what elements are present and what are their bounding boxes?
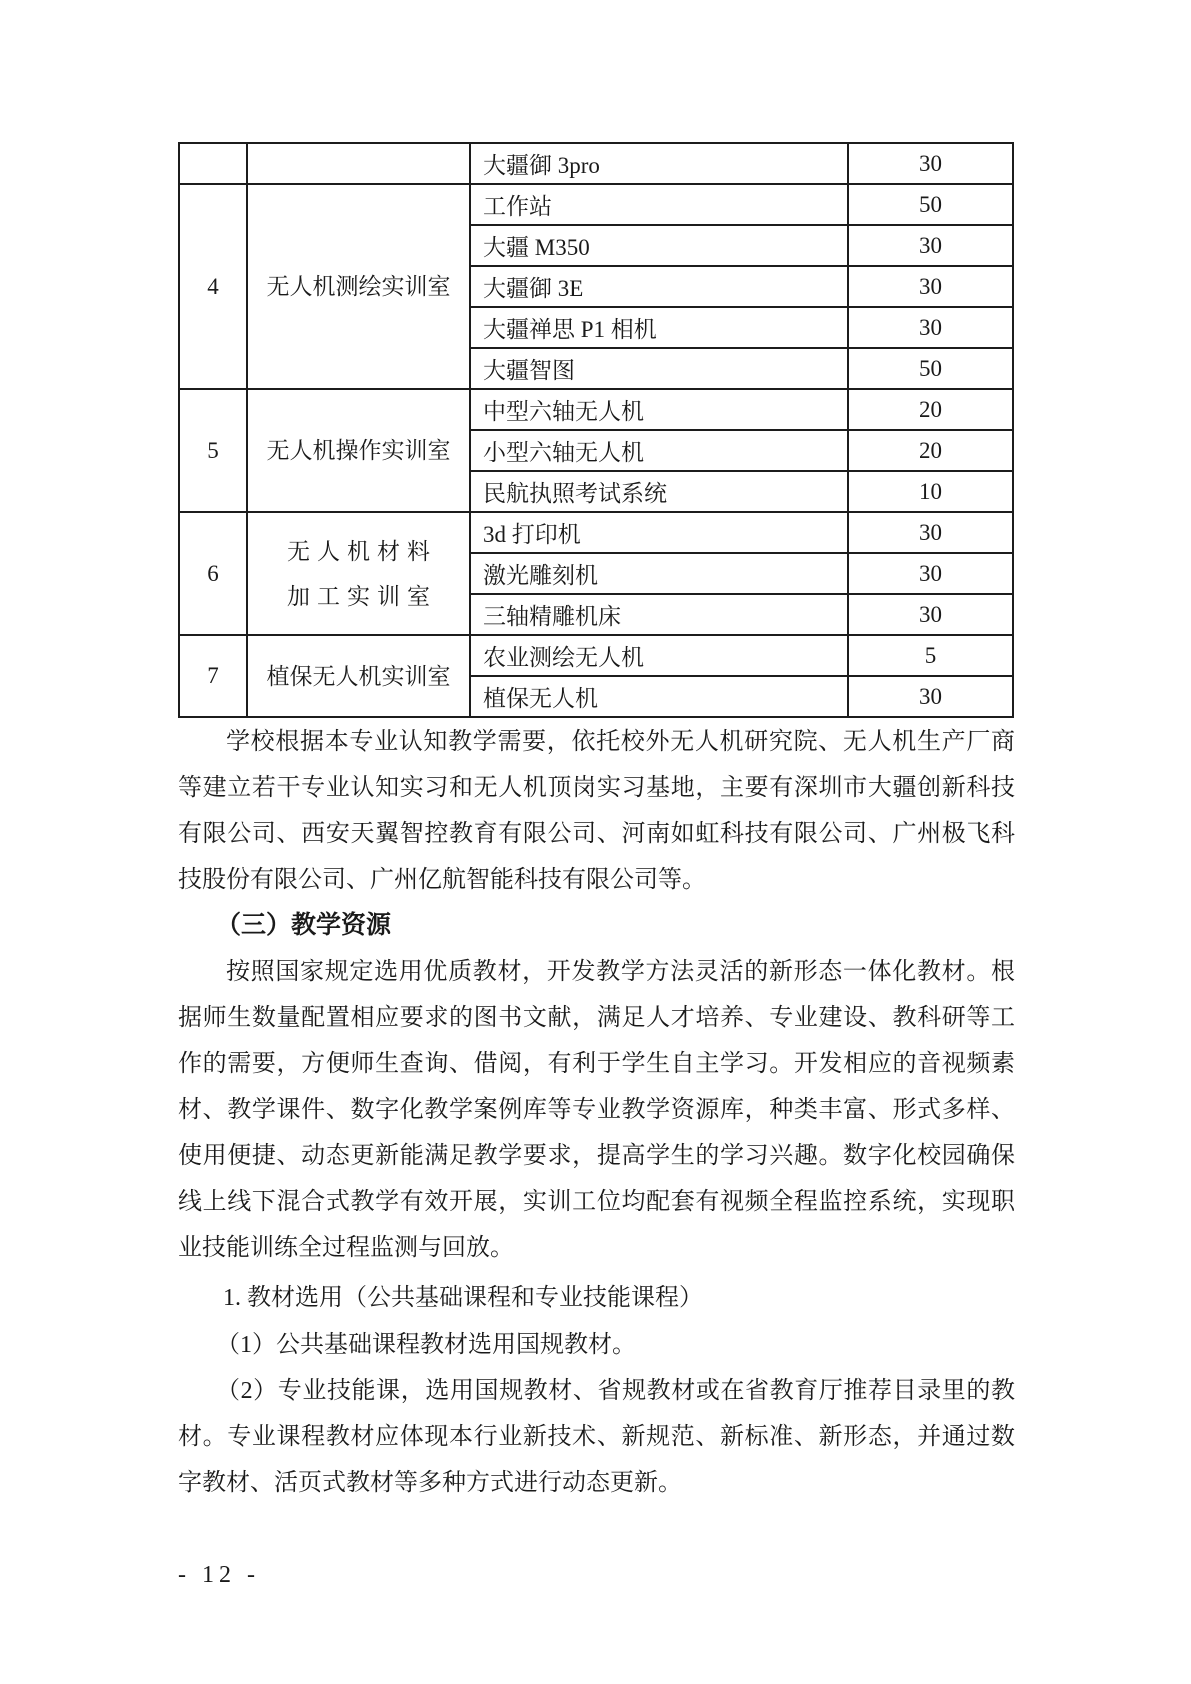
document-body [178, 719, 1015, 1506]
quantity-cell: 50 [848, 348, 1013, 389]
quantity-cell: 30 [848, 676, 1013, 717]
equipment-name-cell: 大疆禅思 P1 相机 [470, 307, 848, 348]
quantity-cell: 30 [848, 553, 1013, 594]
equipment-name-cell: 民航执照考试系统 [470, 471, 848, 512]
equipment-name-cell: 3d 打印机 [470, 512, 848, 553]
room-name-cell: 无人机测绘实训室 [247, 184, 470, 389]
quantity-cell: 30 [848, 266, 1013, 307]
table-row [179, 635, 1013, 676]
quantity-cell: 30 [848, 512, 1013, 553]
list-item-2-skill-course-textbooks: （2）专业技能课，选用国规教材、省规教材或在省教育厅推荐目录里的教材。专业课程教材应体现本行业新技术、新规范、新标准、新形态，并通过数字教材、活页式教材等多种方式进行动态更新。 [178, 1378, 1015, 1496]
section-no-cell: 5 [179, 389, 247, 512]
room-name-line: 加工实训室 [287, 583, 437, 609]
room-name-cell [247, 512, 470, 635]
table-row [179, 143, 1013, 184]
equipment-name-cell: 工作站 [470, 184, 848, 225]
equipment-name-cell: 大疆 M350 [470, 225, 848, 266]
equipment-name-cell: 大疆御 3E [470, 266, 848, 307]
room-name-line: 无人机材料 [287, 538, 437, 564]
equipment-table [178, 142, 1014, 718]
list-item-1-basic-course-textbooks: （1）公共基础课程教材选用国规教材。 [216, 1332, 636, 1358]
quantity-cell: 20 [848, 389, 1013, 430]
room-name-cell: 无人机操作实训室 [247, 389, 470, 512]
quantity-cell: 30 [848, 225, 1013, 266]
equipment-name-cell: 大疆智图 [470, 348, 848, 389]
paragraph-teaching-resources: 按照国家规定选用优质教材，开发教学方法灵活的新形态一体化教材。根据师生数量配置相应要求的图书文献，满足人才培养、专业建设、教科研等工作的需要，方便师生查询、借阅，有利于学生自主学习。开发相应的音视频素材、教学课件、数字化教学案例库等专业教学资源库，种类丰富、形式多样、使用便捷、动态更新能满足教学要求，提高学生的学习兴趣。数字化校园确保线上线下混合式教学有效开展，实训工位均配套有视频全程监控系统，实现职业技能训练全过程监测与回放。 [178, 959, 1015, 1261]
section-heading-teaching-resources: （三）教学资源 [216, 912, 392, 939]
room-name-cell: 植保无人机实训室 [247, 635, 470, 717]
paragraph-practice-bases: 学校根据本专业认知教学需要，依托校外无人机研究院、无人机生产厂商等建立若干专业认知实习和无人机顶岗实习基地，主要有深圳市大疆创新科技有限公司、西安天翼智控教育有限公司、河南如虹科技有限公司、广州极飞科技股份有限公司、广州亿航智能科技有限公司等。 [178, 729, 1015, 893]
section-no-cell [179, 143, 247, 184]
page-number: - 12 - [178, 1562, 260, 1588]
table-row [179, 389, 1013, 430]
equipment-name-cell: 三轴精雕机床 [470, 594, 848, 635]
quantity-cell: 30 [848, 307, 1013, 348]
equipment-name-cell: 中型六轴无人机 [470, 389, 848, 430]
quantity-cell: 10 [848, 471, 1013, 512]
table-row [179, 512, 1013, 553]
table-row [179, 184, 1013, 225]
quantity-cell: 20 [848, 430, 1013, 471]
quantity-cell: 30 [848, 143, 1013, 184]
equipment-name-cell: 植保无人机 [470, 676, 848, 717]
section-no-cell: 6 [179, 512, 247, 635]
section-no-cell: 4 [179, 184, 247, 389]
quantity-cell: 5 [848, 635, 1013, 676]
equipment-name-cell: 农业测绘无人机 [470, 635, 848, 676]
equipment-name-cell: 激光雕刻机 [470, 553, 848, 594]
equipment-name-cell: 大疆御 3pro [470, 143, 848, 184]
room-name-cell [247, 143, 470, 184]
quantity-cell: 50 [848, 184, 1013, 225]
equipment-name-cell: 小型六轴无人机 [470, 430, 848, 471]
quantity-cell: 30 [848, 594, 1013, 635]
section-no-cell: 7 [179, 635, 247, 717]
list-item-textbook-selection: 1. 教材选用（公共基础课程和专业技能课程） [223, 1285, 703, 1311]
